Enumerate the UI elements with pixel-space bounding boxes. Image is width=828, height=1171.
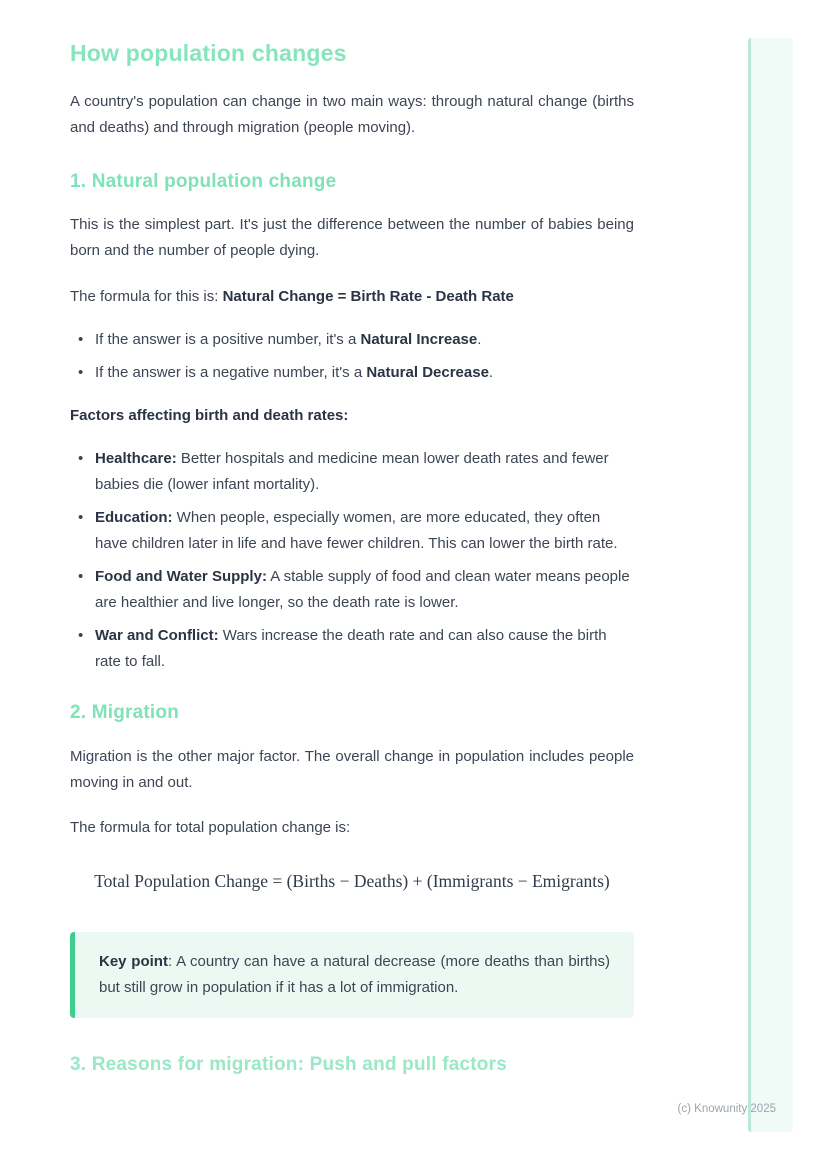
section-heading-migration: 2. Migration — [70, 702, 180, 723]
total-population-change-formula: Total Population Change = (Births − Deaths) + (Immigrants − Emigrants) — [94, 871, 610, 891]
formula-intro-text: The formula for this is: — [70, 288, 223, 305]
bullet-bold-term: Natural Decrease — [366, 364, 489, 381]
factor-label: Food and Water Supply: — [95, 568, 267, 585]
document-page — [70, 0, 634, 1076]
natural-change-paragraph: This is the simplest part. It's just the difference between the number of babies being born and the number of people dying. — [70, 216, 634, 259]
migration-paragraph: Migration is the other major factor. The overall change in population includes people moving in and out. — [70, 748, 634, 791]
page-title: How population changes — [70, 40, 347, 66]
bullet-bold-term: Natural Increase — [360, 331, 478, 348]
total-change-formula-intro: The formula for total population change is: — [70, 819, 351, 836]
bullet-text: If the answer is a positive number, it's a — [95, 331, 361, 348]
list-item — [70, 446, 634, 498]
bullet-text: If the answer is a negative number, it's a — [95, 364, 367, 381]
natural-change-formula: Natural Change = Birth Rate - Death Rate — [222, 288, 514, 305]
factor-label: Healthcare: — [95, 450, 177, 467]
natural-change-result-list — [70, 327, 634, 386]
intro-paragraph: A country's population can change in two main ways: through natural change (births and deaths) and through migration (people moving). — [70, 93, 634, 136]
list-item — [70, 360, 634, 386]
bullet-text-end: . — [477, 331, 482, 348]
list-item — [70, 564, 634, 616]
factor-text: Wars increase the death rate and can also cause the birth rate to fall. — [95, 627, 607, 670]
next-page-edge-strip — [748, 38, 793, 1132]
section-heading-natural-change: 1. Natural population change — [70, 171, 337, 192]
list-item — [70, 327, 634, 353]
copyright-footer: (c) Knowunity 2025 — [677, 1103, 776, 1115]
factors-list — [70, 446, 634, 675]
factors-heading — [70, 403, 634, 429]
factor-label: Education: — [95, 509, 173, 526]
keypoint-text: : A country can have a natural decrease (more deaths than births) but still grow in population if it has a lot of immigration. — [99, 953, 610, 996]
factor-text: A stable supply of food and clean water means people are healthier and live longer, so the death rate is lower. — [95, 568, 630, 611]
factor-text: Better hospitals and medicine mean lower death rates and fewer babies die (lower infant mortality). — [95, 450, 609, 493]
factors-heading-text: Factors affecting birth and death rates: — [70, 407, 349, 424]
natural-change-formula-line — [70, 284, 634, 310]
list-item — [70, 623, 634, 675]
bullet-text-end: . — [488, 364, 494, 381]
list-item — [70, 505, 634, 557]
section-heading-push-pull: 3. Reasons for migration: Push and pull factors — [70, 1054, 507, 1075]
factor-label: War and Conflict: — [95, 627, 219, 644]
factor-text: When people, especially women, are more educated, they often have children later in life and have fewer children. This can lower the birth rate. — [95, 509, 618, 552]
keypoint-label: Key point — [99, 953, 168, 970]
keypoint-callout — [70, 932, 634, 1018]
